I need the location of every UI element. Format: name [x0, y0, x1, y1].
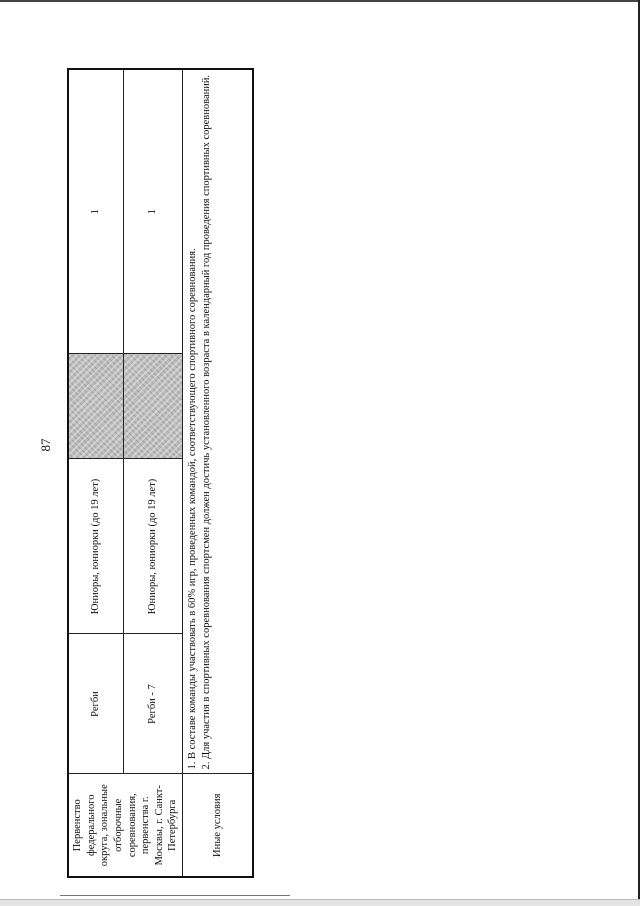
table-row [123, 69, 183, 877]
table-row [68, 69, 123, 877]
age-group-cell: Юниоры, юниорки (до 19 лет) [123, 459, 183, 634]
other-conditions-notes [183, 69, 253, 774]
other-conditions-label: Иные условия [183, 774, 253, 877]
table-row [183, 69, 253, 877]
discipline-cell: Регби - 7 [123, 634, 183, 774]
redacted-cell [68, 354, 123, 459]
quantity-cell: 1 [68, 69, 123, 354]
note-item: 2. Для участия в спортивных соревнования спортсмен должен достичь установленного возраста в календарный год проведения спортивных соревнований. [200, 74, 212, 770]
quantity-cell: 1 [123, 69, 183, 354]
note-item: 1. В составе команды участвовать в 60% игр, проведенных командой, соответствующего спортивного соревнования. [187, 248, 199, 770]
page-number: 87 [38, 438, 53, 452]
discipline-cell: Регби [68, 634, 123, 774]
age-group-cell: Юниоры, юниорки (до 19 лет) [68, 459, 123, 634]
event-cell: Первенство федерального округа, зональные отборочные соревнования, первенства г. Москвы, г. Санкт-Петербурга [68, 774, 183, 877]
competition-table [67, 68, 254, 878]
redacted-cell [123, 354, 183, 459]
